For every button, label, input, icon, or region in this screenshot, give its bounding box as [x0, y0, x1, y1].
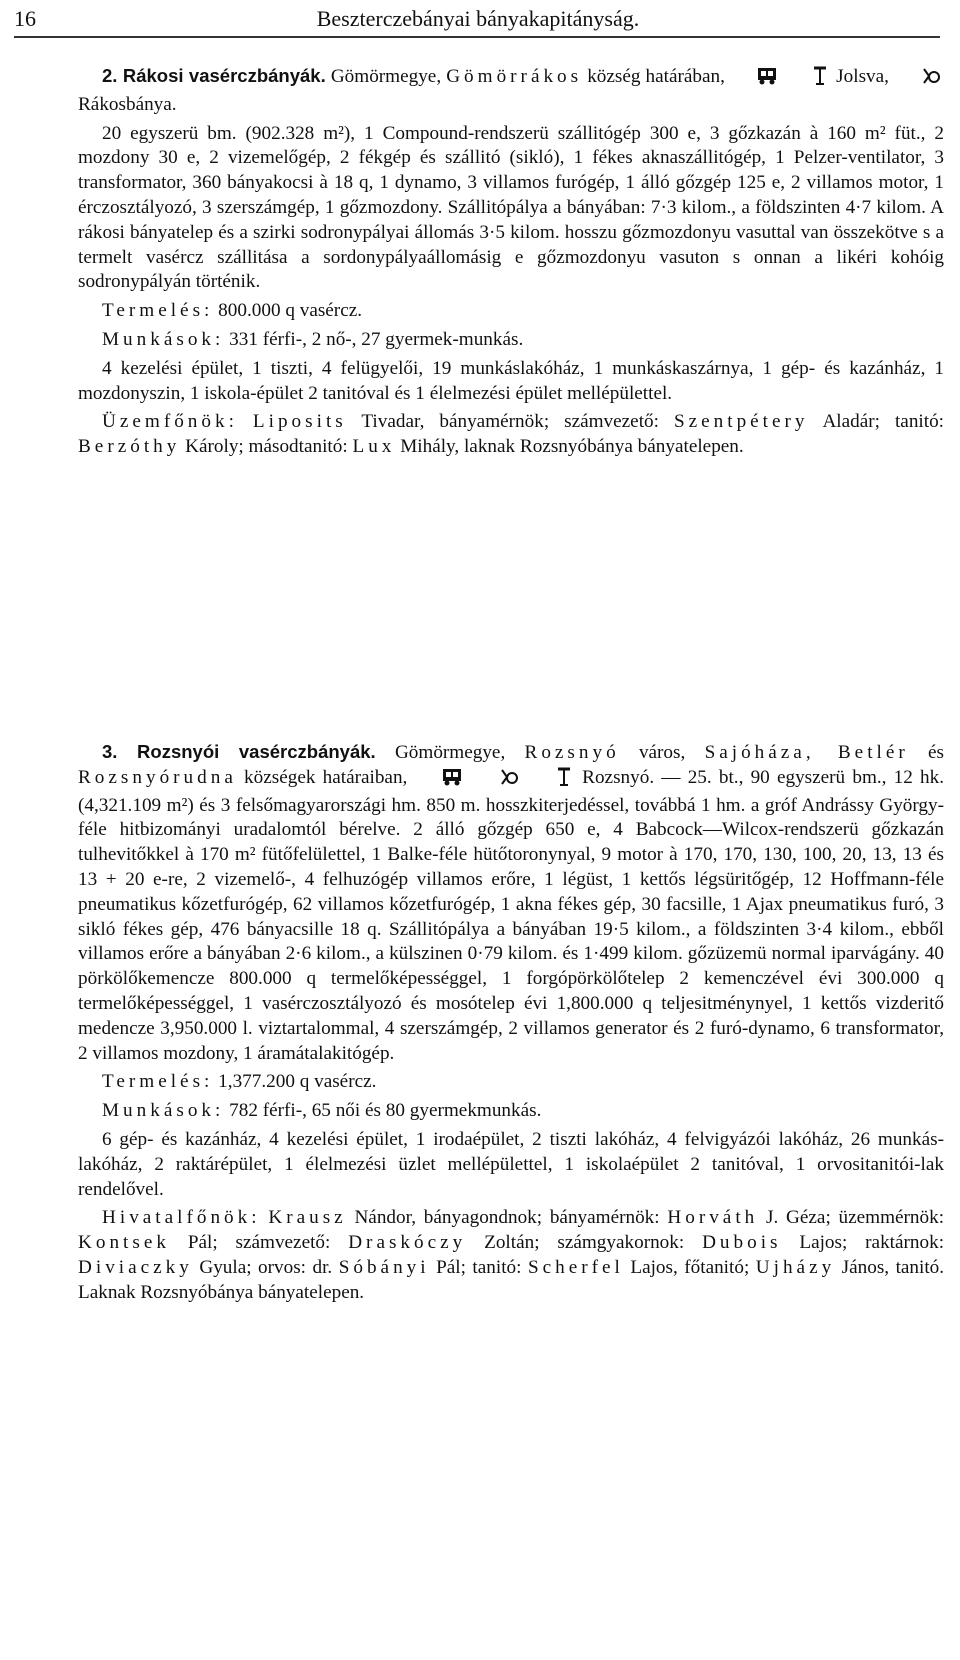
staff-name: Kontsek	[78, 1232, 170, 1254]
staff-name: Ujházy	[755, 1256, 836, 1278]
staff-name: Horváth	[667, 1207, 759, 1229]
staff-name: Krausz	[268, 1207, 347, 1229]
staff-name: Szentpétery	[673, 411, 809, 433]
staff-text: Pál; tanitó:	[436, 1256, 522, 1278]
telegraph-icon	[897, 67, 941, 93]
post-office-icon	[532, 766, 572, 794]
running-title: Beszterczebányai bányakapitányság.	[316, 6, 640, 31]
staff-paragraph	[78, 410, 944, 460]
location-text: Rákosbánya.	[78, 93, 177, 115]
staff-name: Liposits	[252, 411, 347, 433]
section-intro-and-equipment	[78, 740, 944, 1066]
workers-value: 331 férfi-, 2 nő-, 27 gyermek-munkás.	[229, 328, 524, 350]
staff-name: Sóbányi	[338, 1256, 430, 1278]
telegraph-icon	[475, 768, 519, 794]
staff-text: Károly; másodtanitó:	[185, 436, 348, 458]
location-name: Rozsnyórudna	[78, 766, 237, 788]
staff-name: Scherfel	[527, 1256, 624, 1278]
equipment-paragraph: 20 egyszerü bm. (902.328 m²), 1 Compound-rendszerü szállitógép 300 e, 3 gőzkazán à 160 m² füt., 2 mozdony 30 e, 2 vizemelőgép, 2 fékgép és szállitó (sikló), 1 fékes aknaszállitógép, 1 Pelzer-ventilator, 3 transformator, 360 bányakocsi à 18 q, 1 dynamo, 3 villamos furógép, 1 álló gőzgép 125 e, 2 villamos motor, 1 érczosztályozó, 3 szerszámgép, 1 gőzmozdony. Szállitópálya a bányában: 7·3 kilom., a földszinten 4·7 kilom. A rákosi bányatelep és a szirki sodronypályai állomás 3·5 kilom. hosszu gőzmozdonyu vasuttal van összekötve s a termelt vasércz szállitása a sordonypályaállomásig e gőzmozdonyu vasuton s onnan a likéri kohóig sodronypályán történik.	[78, 122, 944, 293]
production-line	[78, 299, 944, 324]
staff-role: Hivatalfőnök:	[102, 1207, 261, 1229]
location-text: Gömörmegye,	[394, 742, 506, 763]
staff-name: Lux	[352, 436, 396, 458]
production-value: 800.000 q vasércz.	[218, 300, 363, 322]
staff-text: Zoltán; számgyakornok:	[484, 1232, 685, 1254]
staff-text: Gyula; orvos: dr.	[199, 1256, 333, 1278]
section-rakosi	[78, 64, 944, 460]
workers-value: 782 férfi-, 65 női és 80 gyermekmunkás.	[229, 1100, 542, 1122]
staff-text: Nándor, bányagondnok; bányamérnök:	[354, 1207, 660, 1229]
page-header	[14, 6, 942, 36]
staff-text: Mihály, laknak Rozsnyóbánya bányatelepen.	[400, 436, 744, 458]
staff-text: Aladár; tanitó:	[822, 411, 944, 433]
staff-text: János, tanitó. Laknak Rozsnyóbánya bányatelepen.	[78, 1256, 945, 1303]
buildings-paragraph: 6 gép- és kazánház, 4 kezelési épület, 1 irodaépület, 2 tiszti lakóház, 4 felvigyázói lakóház, 26 munkás-lakóház, 2 raktárépület, 1 élelmezési üzlet mellépülettel, 1 iskolaépület 2 tanitóval, 1 orvositanitói-lak rendelővel.	[78, 1128, 944, 1200]
location-text: Gömörmegye,	[330, 66, 442, 87]
staff-text: Pál; számvezető:	[187, 1232, 331, 1254]
location-text: és	[928, 742, 945, 763]
production-label: Termelés:	[102, 300, 214, 322]
staff-text: Lajos; raktárnok:	[799, 1232, 945, 1254]
location-text: város,	[638, 742, 686, 763]
staff-text: Lajos, főtanitó;	[630, 1256, 750, 1278]
workers-line	[78, 328, 944, 353]
post-office-icon	[788, 65, 828, 93]
staff-text: Tivadar, bányamérnök; számvezető:	[361, 411, 659, 433]
staff-role: Üzemfőnök:	[102, 411, 238, 433]
workers-label: Munkások:	[102, 328, 225, 350]
production-value: 1,377.200 q vasércz.	[218, 1071, 377, 1093]
production-line	[78, 1070, 944, 1095]
railway-station-icon	[733, 67, 777, 93]
section-rozsnyoi	[78, 740, 944, 1306]
section-heading: 2. Rákosi vasérczbányák.	[102, 65, 326, 86]
staff-name: Dubois	[702, 1232, 782, 1254]
location-name: Rozsnyó	[524, 742, 620, 763]
staff-name: Draskóczy	[348, 1232, 467, 1254]
equipment-text: Rozsnyó. — 25. bt., 90 egyszerü bm., 12 hk. (4,321.109 m²) és 3 felsőmagyarországi hm. 850 m. hosszkiterjedéssel, továbbá 1 hm. a gróf Andrássy György-féle hitbizományi uradalomtól bérelve. 2 álló gőzgép 650 e, 4 Babcock—Wilcox-rendszerü gőzkazán tulhevitőkkel à 170 m² fütőfelülettel, 1 Balke-féle hütőtoronynyal, 9 motor à 170, 170, 130, 100, 20, 13, 13 és 13 + 20 e-re, 2 vizemelő-, 4 felhuzógép villamos erőre, 1 légüst, 1 kettős légsüritőgép, 12 Hoffmann-féle pneumatikus kőzetfurógép, 62 villamos kőzetfurógép, 1 akna fékes gép, 30 facsille, 1 Ajax pneumatikus furó, 3 sikló fékes gép, 476 bányacsille 18 q. Szállitópálya a bányában 19·5 kilom., a földszinten 3·4 kilom., ebből villamos erőre a bányában 2·6 kilom., a külszinen 0·79 kilom. és 1·499 kilom. gőzüzemü normal iparvágány. 40 pörkölőkemencze 800.000 q termelőképességgel, 1 forgópörkölőtelep 2 kemenczével évi 300.000 q termelőképességgel, 1 vasérczosztályozó és mosótelep évi 1,800.000 q teljesitménynyel, 1 kettős vizderitő medencze 3,950.000 l. viztartalommal, 4 szerszámgép, 2 villamos generator és 2 furó-dynamo, 6 transformator, 2 villamos mozdony, 1 áramátalakitógép.	[78, 766, 945, 1064]
staff-paragraph	[78, 1206, 944, 1305]
railway-station-icon	[418, 768, 462, 794]
staff-name: Diviaczky	[78, 1256, 193, 1278]
location-text: község határában,	[587, 66, 725, 87]
workers-label: Munkások:	[102, 1100, 225, 1122]
location-name: Sajóháza, Betlér	[704, 742, 909, 763]
workers-line	[78, 1099, 944, 1124]
buildings-paragraph: 4 kezelési épület, 1 tiszti, 4 felügyelői, 19 munkáslakóház, 1 munkáskaszárnya, 1 gép- és kazánház, 1 mozdonyszin, 1 iskola-épület 2 tanitóval és 1 élelmezési épület mellépülettel.	[78, 357, 944, 404]
production-label: Termelés:	[102, 1071, 214, 1093]
header-rule	[14, 36, 940, 38]
section-intro	[78, 64, 944, 118]
page-number: 16	[14, 6, 36, 31]
location-text: Jolsva,	[836, 66, 889, 87]
location-text: községek határaiban,	[244, 766, 408, 788]
staff-text: J. Géza; üzemmérnök:	[766, 1207, 945, 1229]
staff-name: Berzóthy	[78, 436, 181, 458]
section-heading: 3. Rozsnyói vasérczbányák.	[102, 741, 376, 762]
location-name: Gömörrákos	[446, 66, 583, 87]
